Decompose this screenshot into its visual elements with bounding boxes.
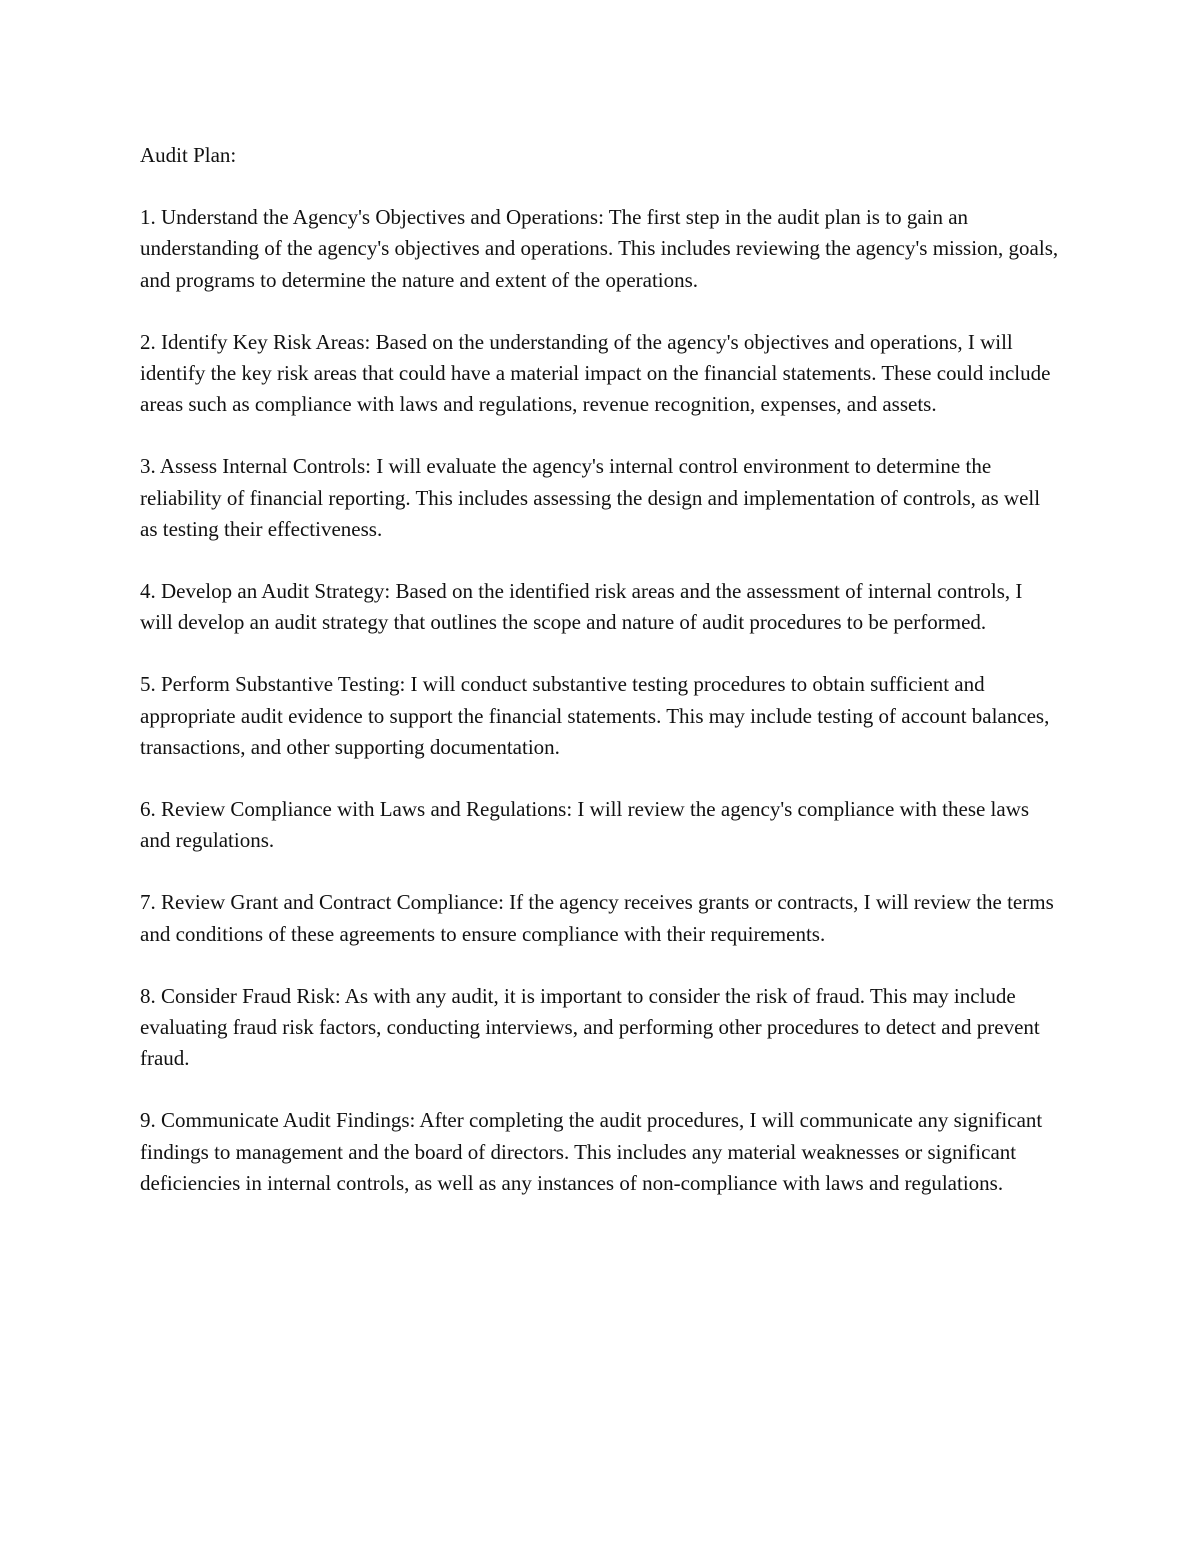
audit-plan-step-9: 9. Communicate Audit Findings: After completing the audit procedures, I will communicate any significant findings to management and the board of directors. This includes any material weaknesses or significant deficiencies in internal controls, as well as any instances of non-compliance with laws and regulations. [140, 1108, 1043, 1195]
audit-plan-step-1: 1. Understand the Agency's Objectives and Operations: The first step in the audit plan is to gain an understanding of the agency's objectives and operations. This includes reviewing the agency's mission, goals, and programs to determine the nature and extent of the operations. [140, 205, 1059, 292]
document-body [140, 140, 1060, 1230]
document-title: Audit Plan: [140, 143, 237, 167]
audit-plan-step-3: 3. Assess Internal Controls: I will evaluate the agency's internal control environment to determine the reliability of financial reporting. This includes assessing the design and implementation of controls, as well as testing their effectiveness. [140, 454, 1041, 541]
audit-plan-step-8: 8. Consider Fraud Risk: As with any audit, it is important to consider the risk of fraud. This may include evaluating fraud risk factors, conducting interviews, and performing other procedures to detect and prevent fraud. [140, 983, 1040, 1071]
audit-plan-step-4: 4. Develop an Audit Strategy: Based on the identified risk areas and the assessment of internal controls, I will develop an audit strategy that outlines the scope and nature of audit procedures to be performed. [140, 579, 1023, 635]
audit-plan-step-2: 2. Identify Key Risk Areas: Based on the understanding of the agency's objectives and operations, I will identify the key risk areas that could have a material impact on the financial statements. These could include areas such as compliance with laws and regulations, revenue recognition, expenses, and assets. [140, 329, 1051, 417]
audit-plan-step-6: 6. Review Compliance with Laws and Regulations: I will review the agency's compliance with these laws and regulations. [140, 797, 1030, 853]
audit-plan-step-7: 7. Review Grant and Contract Compliance: If the agency receives grants or contracts, I will review the terms and conditions of these agreements to ensure compliance with their requirements. [140, 890, 1054, 946]
audit-plan-step-5: 5. Perform Substantive Testing: I will conduct substantive testing procedures to obtain sufficient and appropriate audit evidence to support the financial statements. This may include testing of account balances, transactions, and other supporting documentation. [140, 672, 1050, 759]
